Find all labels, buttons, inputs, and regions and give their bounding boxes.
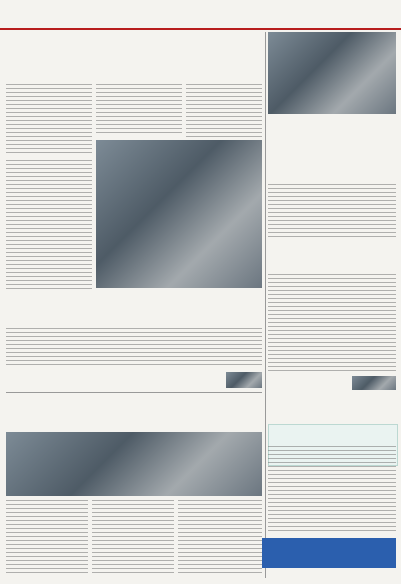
divider: [6, 392, 262, 393]
right-photo: [268, 32, 396, 114]
lead-body-text: [6, 160, 92, 292]
lead-body-text: [6, 84, 92, 156]
bottom-story-photo: [6, 432, 262, 496]
second-story-photo: [226, 372, 262, 388]
page-header: [0, 0, 401, 30]
bottom-story-body: [6, 500, 88, 576]
info-box-body: [268, 446, 396, 534]
bottom-story-body: [178, 500, 262, 576]
right-story2-body: [268, 274, 396, 374]
column-divider: [265, 32, 266, 578]
lead-body-text: [96, 84, 182, 136]
bottom-banner: [262, 538, 396, 568]
right-story1-body: [268, 184, 396, 240]
bottom-story-body: [92, 500, 174, 576]
lead-photo: [96, 140, 262, 288]
second-story-body: [6, 328, 262, 366]
right-small-photo: [352, 376, 396, 390]
lead-photo-caption: [178, 290, 262, 318]
right-photo-caption: [268, 116, 396, 128]
